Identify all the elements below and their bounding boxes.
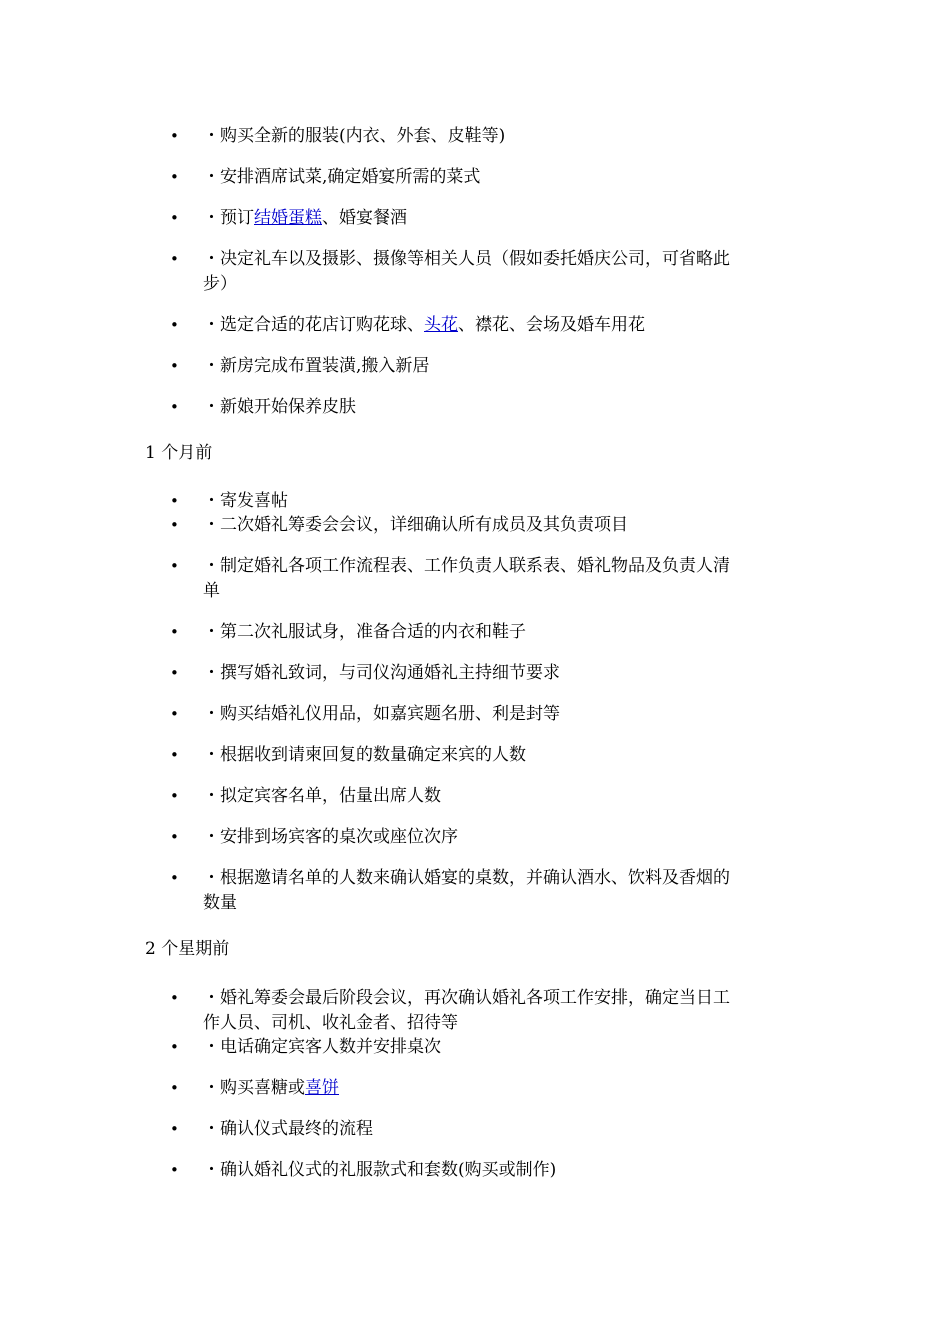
bullet-icon: • bbox=[170, 250, 179, 268]
list-item-line1: ・根据邀请名单的人数来确认婚宴的桌数，并确认酒水、饮料及香烟的 bbox=[203, 868, 730, 888]
list-item-text: ・第二次礼服试身，准备合适的内衣和鞋子 bbox=[203, 622, 526, 642]
bullet-icon: • bbox=[170, 127, 179, 145]
list-item-line2: 单 bbox=[203, 581, 220, 601]
section-heading-1-month: 1 个月前 bbox=[145, 443, 213, 463]
bullet-icon: • bbox=[170, 357, 179, 375]
list-item-text: ・确认婚礼仪式的礼服款式和套数(购买或制作) bbox=[203, 1160, 557, 1180]
list-item-text: ・根据收到请柬回复的数量确定来宾的人数 bbox=[203, 745, 526, 765]
bullet-icon: • bbox=[170, 316, 179, 334]
list-item-text bbox=[203, 1076, 803, 1101]
bullet-icon: • bbox=[170, 1079, 179, 1097]
list-item-text: ・购买全新的服装(内衣、外套、皮鞋等) bbox=[203, 126, 506, 146]
list-item-text-pre: ・购买喜糖或 bbox=[203, 1078, 305, 1098]
bullet-icon: • bbox=[170, 168, 179, 186]
bullet-icon: • bbox=[170, 492, 179, 510]
section-heading-2-weeks: 2 个星期前 bbox=[145, 939, 230, 959]
list-item-text bbox=[203, 313, 803, 338]
bullet-icon: • bbox=[170, 516, 179, 534]
bullet-icon: • bbox=[170, 1161, 179, 1179]
list-item-text-post: 、婚宴餐酒 bbox=[322, 208, 407, 228]
bullet-icon: • bbox=[170, 398, 179, 416]
bullet-icon: • bbox=[170, 989, 179, 1007]
list-item-text bbox=[203, 554, 803, 604]
list-item-text: ・电话确定宾客人数并安排桌次 bbox=[203, 1037, 441, 1057]
list-item-line2: 数量 bbox=[203, 893, 237, 913]
list-item-text bbox=[203, 206, 803, 231]
list-item-text: ・拟定宾客名单，估量出席人数 bbox=[203, 786, 441, 806]
bullet-icon: • bbox=[170, 1120, 179, 1138]
list-item-text: ・二次婚礼筹委会会议，详细确认所有成员及其负责项目 bbox=[203, 515, 628, 535]
wedding-cake-link[interactable]: 结婚蛋糕 bbox=[254, 208, 322, 228]
bullet-icon: • bbox=[170, 746, 179, 764]
bullet-icon: • bbox=[170, 209, 179, 227]
bullet-icon: • bbox=[170, 557, 179, 575]
bullet-icon: • bbox=[170, 787, 179, 805]
list-item-text: ・寄发喜帖 bbox=[203, 491, 288, 511]
list-item-text-pre: ・选定合适的花店订购花球、 bbox=[203, 315, 424, 335]
list-item-text: ・新房完成布置装潢,搬入新居 bbox=[203, 356, 430, 376]
list-item-line1: ・婚礼筹委会最后阶段会议，再次确认婚礼各项工作安排，确定当日工 bbox=[203, 988, 730, 1008]
bullet-icon: • bbox=[170, 1038, 179, 1056]
head-flower-link[interactable]: 头花 bbox=[424, 315, 458, 335]
list-item-text bbox=[203, 986, 803, 1036]
list-item-text: ・安排酒席试菜,确定婚宴所需的菜式 bbox=[203, 167, 481, 187]
list-item-text bbox=[203, 866, 803, 916]
list-item-line2: 步） bbox=[203, 274, 237, 294]
list-item-line1: ・决定礼车以及摄影、摄像等相关人员（假如委托婚庆公司，可省略此 bbox=[203, 249, 730, 269]
wedding-cookie-link[interactable]: 喜饼 bbox=[305, 1078, 339, 1098]
list-item-text: ・新娘开始保养皮肤 bbox=[203, 397, 356, 417]
list-item-text: ・确认仪式最终的流程 bbox=[203, 1119, 373, 1139]
list-item-line2: 作人员、司机、收礼金者、招待等 bbox=[203, 1013, 458, 1033]
list-item-text-post: 、襟花、会场及婚车用花 bbox=[458, 315, 645, 335]
list-item-text: ・购买结婚礼仪用品，如嘉宾题名册、利是封等 bbox=[203, 704, 560, 724]
list-item-text-pre: ・预订 bbox=[203, 208, 254, 228]
list-item-text: ・安排到场宾客的桌次或座位次序 bbox=[203, 827, 458, 847]
bullet-icon: • bbox=[170, 705, 179, 723]
bullet-icon: • bbox=[170, 828, 179, 846]
list-item-text: ・撰写婚礼致词，与司仪沟通婚礼主持细节要求 bbox=[203, 663, 560, 683]
list-item-line1: ・制定婚礼各项工作流程表、工作负责人联系表、婚礼物品及负责人清 bbox=[203, 556, 730, 576]
list-item-text bbox=[203, 247, 803, 297]
bullet-icon: • bbox=[170, 869, 179, 887]
bullet-icon: • bbox=[170, 664, 179, 682]
bullet-icon: • bbox=[170, 623, 179, 641]
